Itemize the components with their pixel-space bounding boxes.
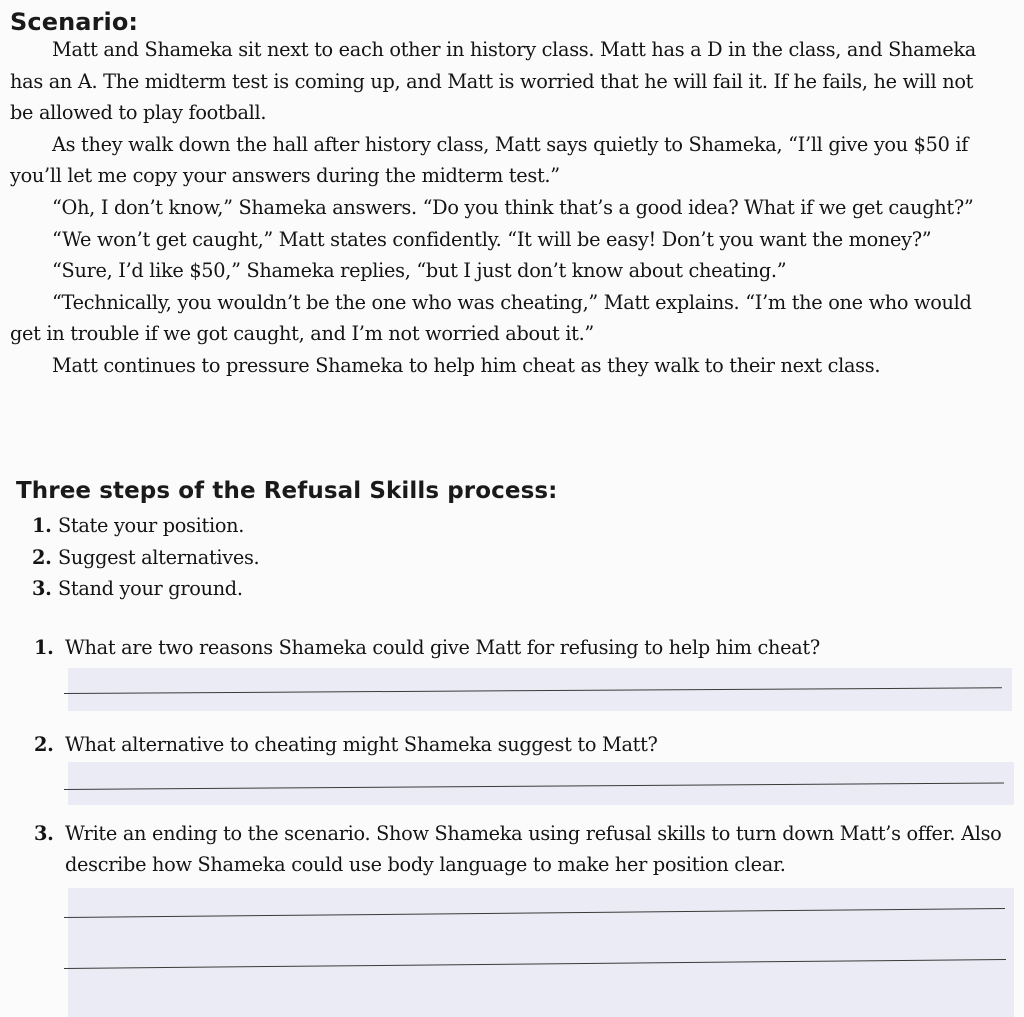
steps-list [32, 510, 259, 605]
step-text: Stand your ground. [58, 577, 243, 600]
scenario-paragraph: As they walk down the hall after history class, Matt says quietly to Shameka, “I’ll give you $50 if you’ll let me copy your answers during the midterm test.” [10, 132, 969, 188]
answer-area-3[interactable] [68, 888, 1014, 1017]
question-text: What alternative to cheating might Shameka suggest to Matt? [65, 733, 658, 756]
scenario-story [10, 34, 1000, 382]
scenario-heading: Scenario: [10, 8, 139, 36]
question-3 [34, 818, 1009, 880]
question-2 [34, 729, 1009, 760]
steps-heading: Three steps of the Refusal Skills process: [16, 478, 558, 504]
step-number: 1. [32, 514, 52, 537]
step-item [32, 573, 259, 605]
step-text: State your position. [58, 514, 245, 537]
scenario-paragraph: “Technically, you wouldn’t be the one who was cheating,” Matt explains. “I’m the one who would get in trouble if we got caught, and I’m not worried about it.” [10, 290, 972, 346]
step-text: Suggest alternatives. [58, 545, 260, 569]
step-number: 2. [32, 545, 52, 569]
question-text: What are two reasons Shameka could give Matt for refusing to help him cheat? [65, 636, 820, 659]
question-1 [34, 632, 1009, 663]
scenario-paragraph: “Sure, I’d like $50,” Shameka replies, “but I just don’t know about cheating.” [52, 259, 787, 283]
step-number: 3. [32, 577, 52, 600]
question-number: 3. [34, 822, 54, 845]
question-text: Write an ending to the scenario. Show Shameka using refusal skills to turn down Matt’s offer. Also describe how Shameka could use body language to make her position clear. [65, 822, 1002, 876]
scenario-paragraph: “Oh, I don’t know,” Shameka answers. “Do you think that’s a good idea? What if we get caught?” [52, 195, 974, 219]
scenario-paragraph: Matt continues to pressure Shameka to help him cheat as they walk to their next class. [52, 353, 881, 377]
scenario-paragraph: Matt and Shameka sit next to each other in history class. Matt has a D in the class, and Shameka has an A. The midterm test is coming up, and Matt is worried that he will fail it. If he fails, he will not be allowed to play football. [10, 38, 976, 125]
step-item [32, 510, 259, 542]
question-number: 1. [34, 636, 54, 659]
step-item [32, 542, 259, 574]
question-number: 2. [34, 733, 54, 756]
scenario-paragraph: “We won’t get caught,” Matt states confidently. “It will be easy! Don’t you want the money?” [52, 227, 932, 251]
